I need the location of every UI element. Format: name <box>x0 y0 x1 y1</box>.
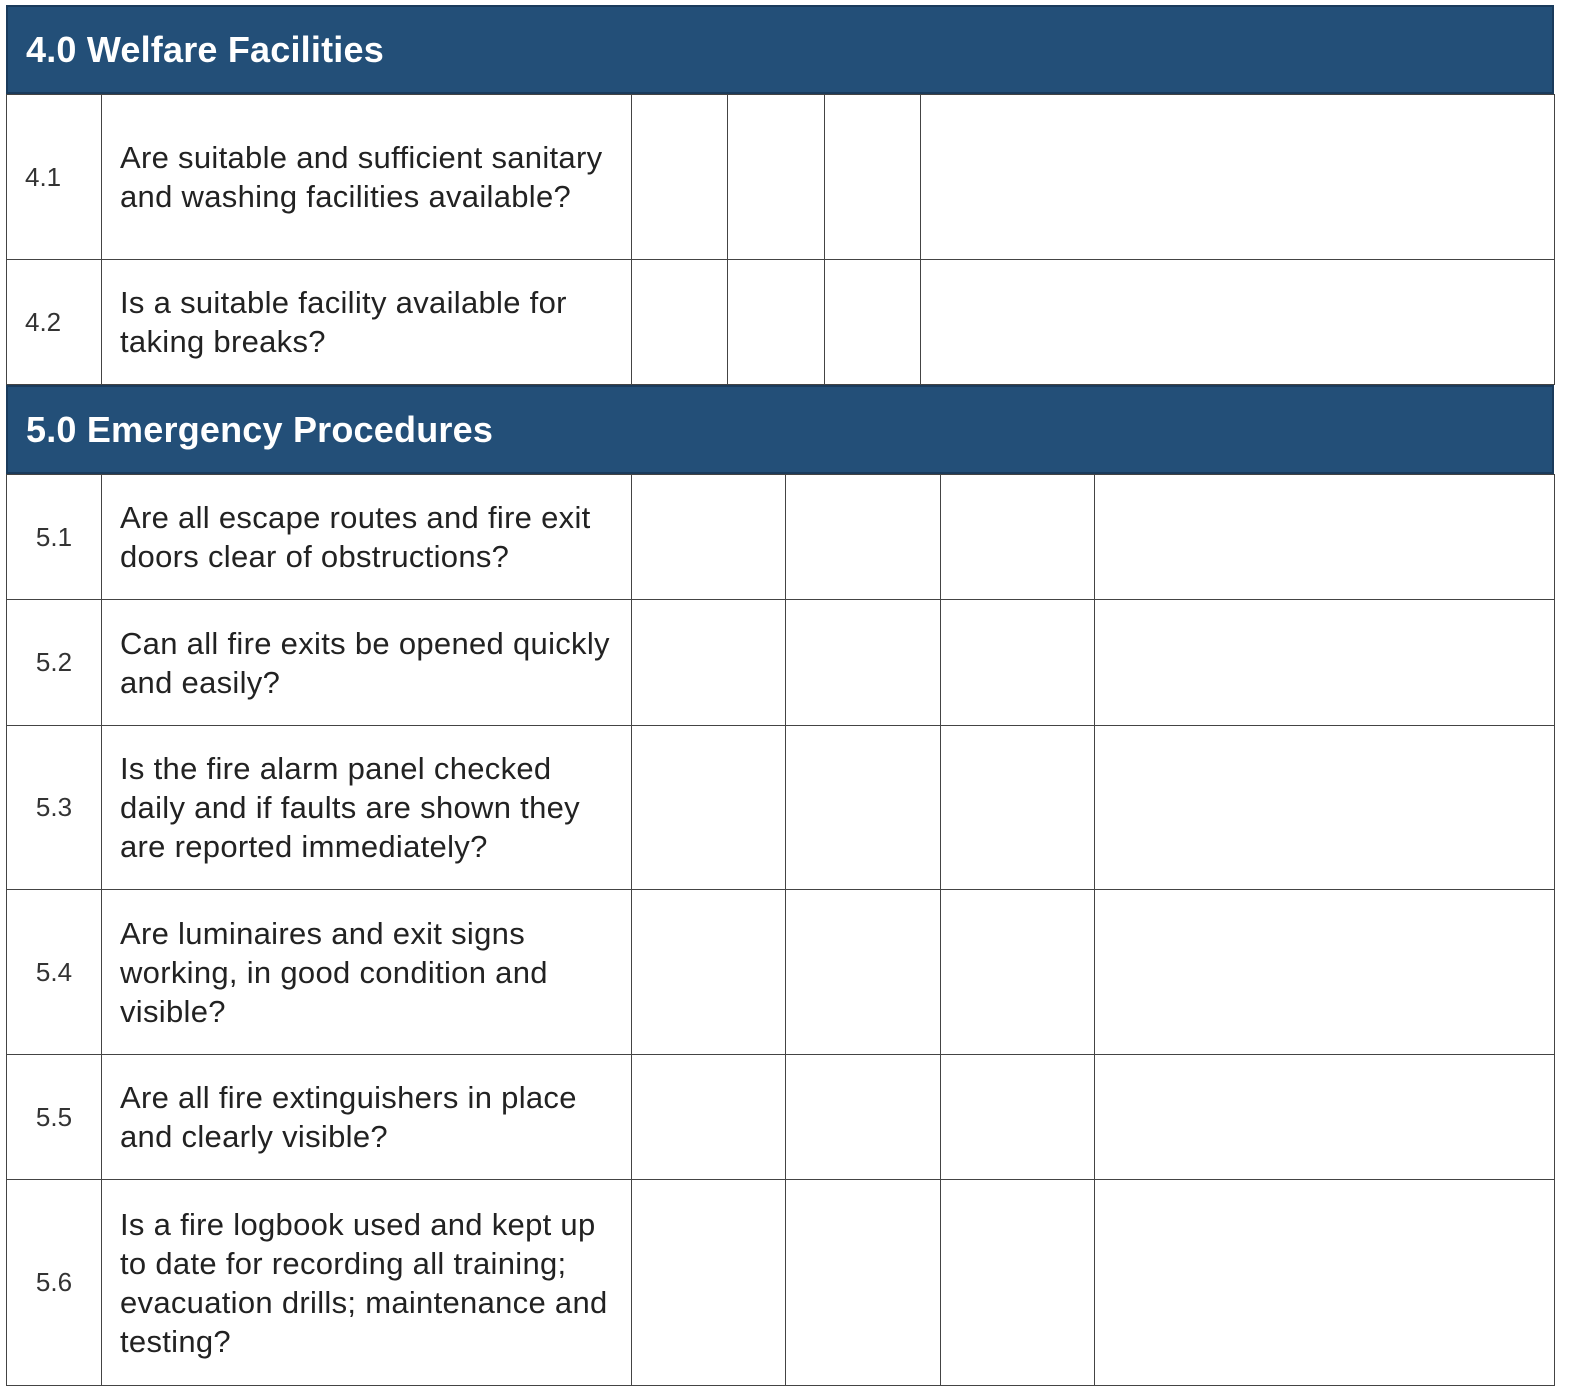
item-number: 5.3 <box>7 726 102 890</box>
answer-cell-yes[interactable] <box>632 475 786 600</box>
table-row <box>7 1180 1555 1386</box>
answer-cell-no[interactable] <box>728 260 825 385</box>
answer-cell-yes[interactable] <box>632 1055 786 1180</box>
answer-cell-na[interactable] <box>941 726 1095 890</box>
answer-cell-yes[interactable] <box>632 890 786 1055</box>
answer-cell-yes[interactable] <box>632 95 728 260</box>
item-number: 5.2 <box>7 600 102 726</box>
emergency-table <box>6 474 1555 1386</box>
answer-cell-na[interactable] <box>825 95 921 260</box>
item-number: 4.2 <box>7 260 102 385</box>
item-question: Is a fire logbook used and kept up to date for recording all training; evacuation drills; maintenance and testing? <box>102 1180 632 1386</box>
welfare-table <box>6 94 1555 385</box>
table-row <box>7 890 1555 1055</box>
table-row <box>7 95 1555 260</box>
answer-cell-no[interactable] <box>786 726 941 890</box>
item-question: Are all escape routes and fire exit doors clear of obstructions? <box>102 475 632 600</box>
comments-cell[interactable] <box>921 95 1555 260</box>
answer-cell-na[interactable] <box>825 260 921 385</box>
answer-cell-yes[interactable] <box>632 726 786 890</box>
answer-cell-no[interactable] <box>786 1180 941 1386</box>
comments-cell[interactable] <box>1095 1055 1555 1180</box>
section-header-welfare <box>6 5 1554 94</box>
comments-cell[interactable] <box>1095 726 1555 890</box>
comments-cell[interactable] <box>1095 475 1555 600</box>
item-number: 5.5 <box>7 1055 102 1180</box>
answer-cell-no[interactable] <box>728 95 825 260</box>
answer-cell-na[interactable] <box>941 1180 1095 1386</box>
answer-cell-na[interactable] <box>941 600 1095 726</box>
comments-cell[interactable] <box>921 260 1555 385</box>
table-row <box>7 1055 1555 1180</box>
answer-cell-no[interactable] <box>786 1055 941 1180</box>
table-row <box>7 726 1555 890</box>
answer-cell-yes[interactable] <box>632 1180 786 1386</box>
answer-cell-na[interactable] <box>941 475 1095 600</box>
comments-cell[interactable] <box>1095 890 1555 1055</box>
comments-cell[interactable] <box>1095 1180 1555 1386</box>
table-row <box>7 600 1555 726</box>
section-title: 5.0 Emergency Procedures <box>26 408 494 450</box>
answer-cell-yes[interactable] <box>632 260 728 385</box>
item-number: 5.4 <box>7 890 102 1055</box>
answer-cell-na[interactable] <box>941 890 1095 1055</box>
item-question: Are all fire extinguishers in place and clearly visible? <box>102 1055 632 1180</box>
answer-cell-no[interactable] <box>786 890 941 1055</box>
item-question: Is the fire alarm panel checked daily and if faults are shown they are reported immediately? <box>102 726 632 890</box>
answer-cell-no[interactable] <box>786 600 941 726</box>
item-number: 5.1 <box>7 475 102 600</box>
item-question: Can all fire exits be opened quickly and easily? <box>102 600 632 726</box>
item-number: 4.1 <box>7 95 102 260</box>
answer-cell-yes[interactable] <box>632 600 786 726</box>
table-row <box>7 475 1555 600</box>
answer-cell-no[interactable] <box>786 475 941 600</box>
table-row <box>7 260 1555 385</box>
item-question: Is a suitable facility available for taking breaks? <box>102 260 632 385</box>
answer-cell-na[interactable] <box>941 1055 1095 1180</box>
item-number: 5.6 <box>7 1180 102 1386</box>
section-header-emergency <box>6 385 1554 474</box>
section-title: 4.0 Welfare Facilities <box>26 28 384 70</box>
comments-cell[interactable] <box>1095 600 1555 726</box>
item-question: Are luminaires and exit signs working, in good condition and visible? <box>102 890 632 1055</box>
item-question: Are suitable and sufficient sanitary and washing facilities available? <box>102 95 632 260</box>
